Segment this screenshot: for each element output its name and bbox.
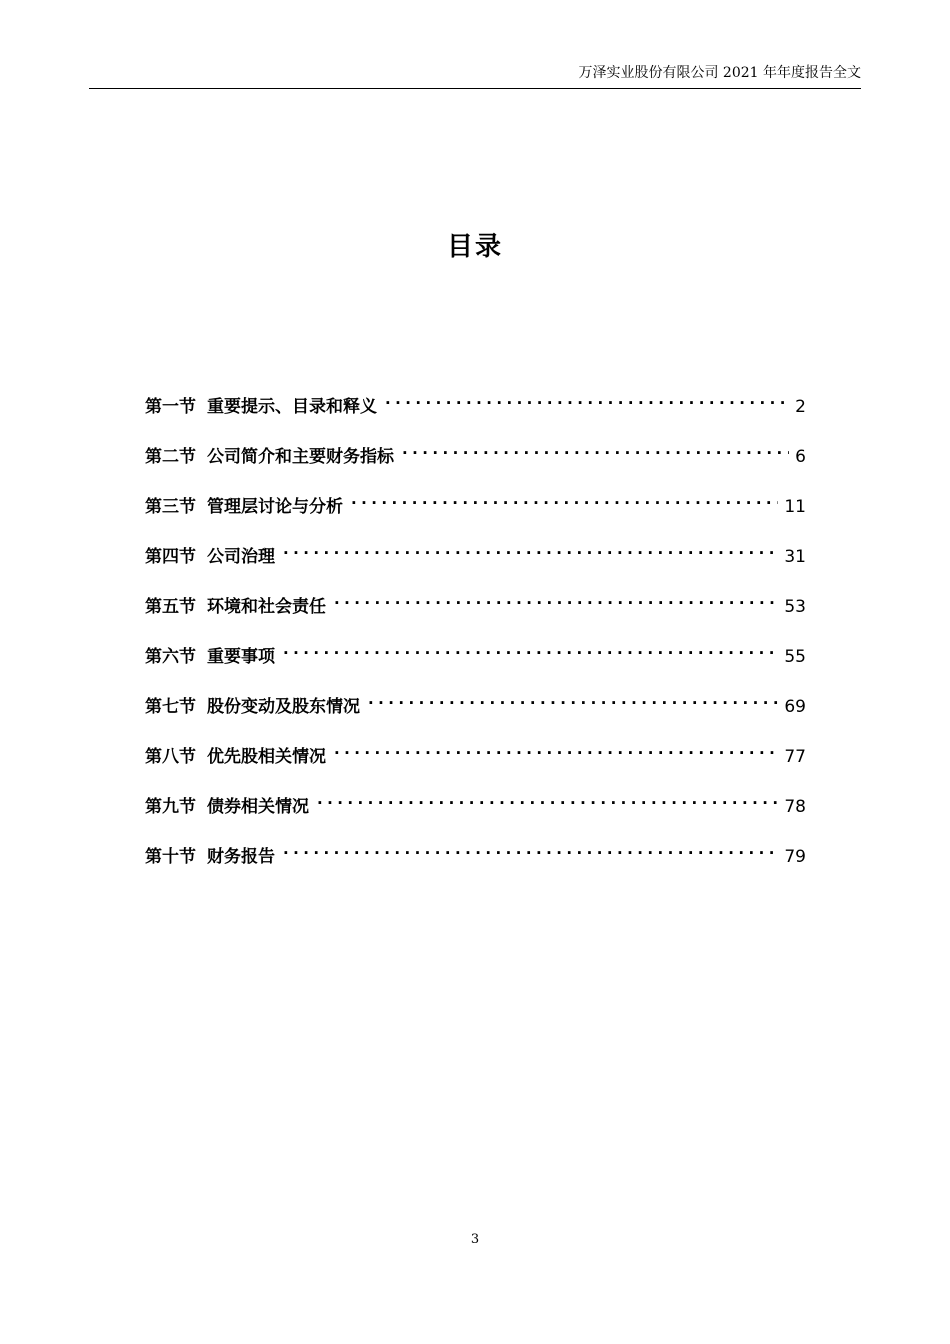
toc-entry[interactable] (145, 386, 806, 436)
toc-section-title: 环境和社会责任 (207, 597, 326, 617)
toc-page-number: 6 (795, 447, 806, 467)
toc-section-title: 公司治理 (207, 547, 275, 567)
toc-page-number: 2 (795, 397, 806, 417)
toc-section-number: 第六节 (145, 647, 196, 667)
toc-section-title: 债券相关情况 (207, 797, 309, 817)
toc-page-number: 31 (784, 547, 806, 567)
toc-entry[interactable] (145, 586, 806, 636)
toc-page-number: 55 (784, 647, 806, 667)
toc-dot-leader (334, 736, 778, 762)
toc-dot-leader (385, 386, 789, 412)
toc-entry[interactable] (145, 786, 806, 836)
toc-section-title: 优先股相关情况 (207, 747, 326, 767)
toc-section-title: 重要事项 (207, 647, 275, 667)
table-of-contents (145, 386, 806, 886)
toc-entry[interactable] (145, 736, 806, 786)
toc-section-number: 第九节 (145, 797, 196, 817)
toc-entry[interactable] (145, 436, 806, 486)
toc-section-number: 第四节 (145, 547, 196, 567)
toc-section-title: 财务报告 (207, 847, 275, 867)
toc-dot-leader (351, 486, 778, 512)
toc-dot-leader (317, 786, 778, 812)
toc-entry[interactable] (145, 686, 806, 736)
toc-section-title: 管理层讨论与分析 (207, 497, 343, 517)
toc-section-title: 股份变动及股东情况 (207, 697, 360, 717)
toc-page-number: 77 (784, 747, 806, 767)
toc-section-number: 第十节 (145, 847, 196, 867)
toc-dot-leader (283, 836, 778, 862)
header-rule (89, 88, 861, 89)
toc-page-number: 53 (784, 597, 806, 617)
toc-dot-leader (402, 436, 789, 462)
toc-section-title: 公司简介和主要财务指标 (207, 447, 394, 467)
toc-section-title: 重要提示、目录和释义 (207, 397, 377, 417)
toc-section-number: 第五节 (145, 597, 196, 617)
toc-dot-leader (368, 686, 778, 712)
toc-page-number: 79 (784, 847, 806, 867)
toc-page-number: 69 (784, 697, 806, 717)
toc-dot-leader (283, 636, 778, 662)
running-header: 万泽实业股份有限公司 2021 年年度报告全文 (578, 65, 861, 81)
toc-entry[interactable] (145, 636, 806, 686)
toc-entry[interactable] (145, 486, 806, 536)
toc-section-number: 第二节 (145, 447, 196, 467)
toc-dot-leader (334, 586, 778, 612)
page-number: 3 (470, 1232, 480, 1247)
toc-page-number: 11 (784, 497, 806, 517)
toc-entry[interactable] (145, 836, 806, 886)
toc-page-number: 78 (784, 797, 806, 817)
page-title: 目录 (446, 232, 503, 262)
toc-dot-leader (283, 536, 778, 562)
toc-section-number: 第八节 (145, 747, 196, 767)
toc-section-number: 第七节 (145, 697, 196, 717)
toc-entry[interactable] (145, 536, 806, 586)
toc-section-number: 第一节 (145, 397, 196, 417)
toc-section-number: 第三节 (145, 497, 196, 517)
